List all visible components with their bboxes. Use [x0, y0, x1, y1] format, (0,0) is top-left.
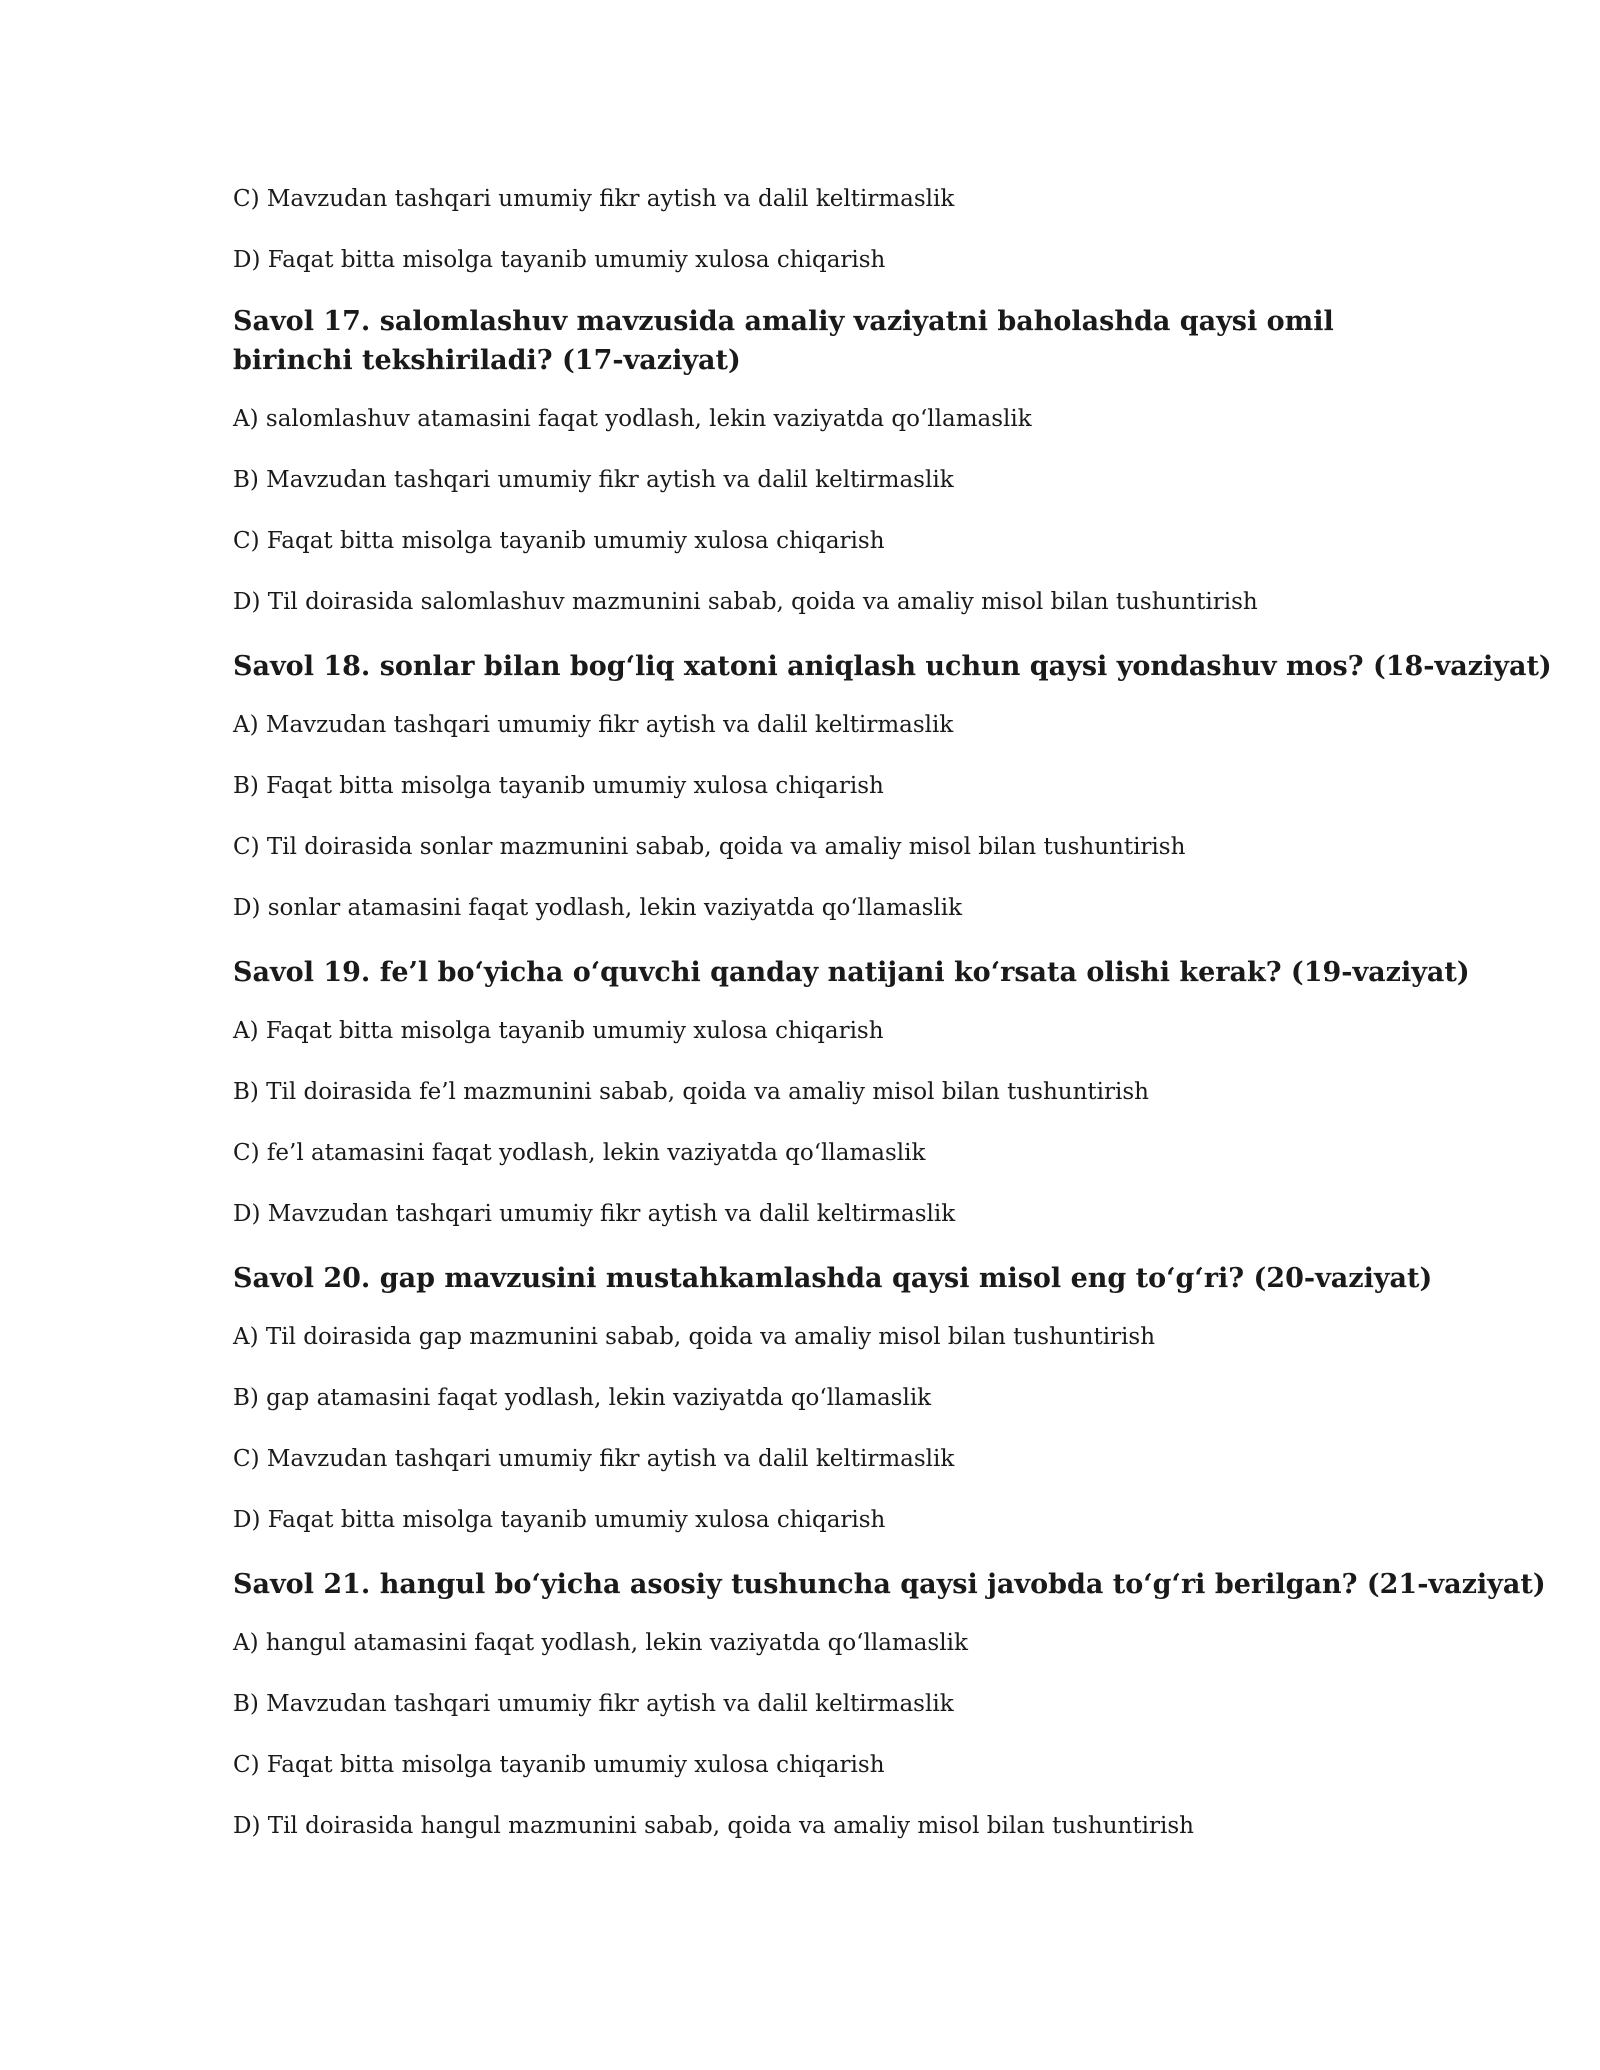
answer-option: C) fe’l atamasini faqat yodlash, lekin vaziyatda qo‘llamaslik: [233, 1140, 926, 1166]
question-title: Savol 18. sonlar bilan bog‘liq xatoni aniqlash uchun qaysi yondashuv mos? (18-vaziyat): [233, 651, 1552, 682]
question-title: Savol 21. hangul bo‘yicha asosiy tushuncha qaysi javobda to‘g‘ri berilgan? (21-vaziyat): [233, 1569, 1546, 1600]
answer-option: D) Til doirasida hangul mazmunini sabab, qoida va amaliy misol bilan tushuntirish: [233, 1813, 1194, 1839]
answer-option: B) gap atamasini faqat yodlash, lekin vaziyatda qo‘llamaslik: [233, 1385, 932, 1411]
answer-option: A) Mavzudan tashqari umumiy fikr aytish va dalil keltirmaslik: [233, 712, 954, 738]
question-title: Savol 19. fe’l bo‘yicha o‘quvchi qanday natijani ko‘rsata olishi kerak? (19-vaziyat): [233, 957, 1470, 988]
answer-option: A) Til doirasida gap mazmunini sabab, qoida va amaliy misol bilan tushuntirish: [233, 1324, 1156, 1350]
answer-option: D) Faqat bitta misolga tayanib umumiy xulosa chiqarish: [233, 1507, 886, 1533]
answer-option: C) Til doirasida sonlar mazmunini sabab, qoida va amaliy misol bilan tushuntirish: [233, 834, 1186, 860]
answer-option: B) Mavzudan tashqari umumiy fikr aytish va dalil keltirmaslik: [233, 467, 954, 493]
question-title: Savol 20. gap mavzusini mustahkamlashda qaysi misol eng to‘g‘ri? (20-vaziyat): [233, 1263, 1433, 1294]
answer-option: B) Til doirasida fe’l mazmunini sabab, qoida va amaliy misol bilan tushuntirish: [233, 1079, 1149, 1105]
answer-option: D) sonlar atamasini faqat yodlash, lekin vaziyatda qo‘llamaslik: [233, 895, 963, 921]
answer-option: A) hangul atamasini faqat yodlash, lekin vaziyatda qo‘llamaslik: [233, 1630, 968, 1656]
answer-option: D) Faqat bitta misolga tayanib umumiy xulosa chiqarish: [233, 247, 886, 273]
answer-option: B) Mavzudan tashqari umumiy fikr aytish va dalil keltirmaslik: [233, 1691, 954, 1717]
answer-option: C) Faqat bitta misolga tayanib umumiy xulosa chiqarish: [233, 1752, 885, 1778]
answer-option: A) salomlashuv atamasini faqat yodlash, lekin vaziyatda qo‘llamaslik: [233, 406, 1032, 432]
answer-option: C) Faqat bitta misolga tayanib umumiy xulosa chiqarish: [233, 528, 885, 554]
answer-option: D) Til doirasida salomlashuv mazmunini sabab, qoida va amaliy misol bilan tushuntirish: [233, 589, 1258, 615]
answer-option: A) Faqat bitta misolga tayanib umumiy xulosa chiqarish: [233, 1018, 884, 1044]
answer-option: C) Mavzudan tashqari umumiy fikr aytish va dalil keltirmaslik: [233, 186, 955, 212]
answer-option: D) Mavzudan tashqari umumiy fikr aytish va dalil keltirmaslik: [233, 1201, 956, 1227]
document-page: [233, 183, 1552, 1871]
answer-option: B) Faqat bitta misolga tayanib umumiy xulosa chiqarish: [233, 773, 884, 799]
question-title: Savol 17. salomlashuv mavzusida amaliy vaziyatni baholashda qaysi omil birinchi tekshiriladi? (17-vaziyat): [233, 306, 1334, 376]
answer-option: C) Mavzudan tashqari umumiy fikr aytish va dalil keltirmaslik: [233, 1446, 955, 1472]
